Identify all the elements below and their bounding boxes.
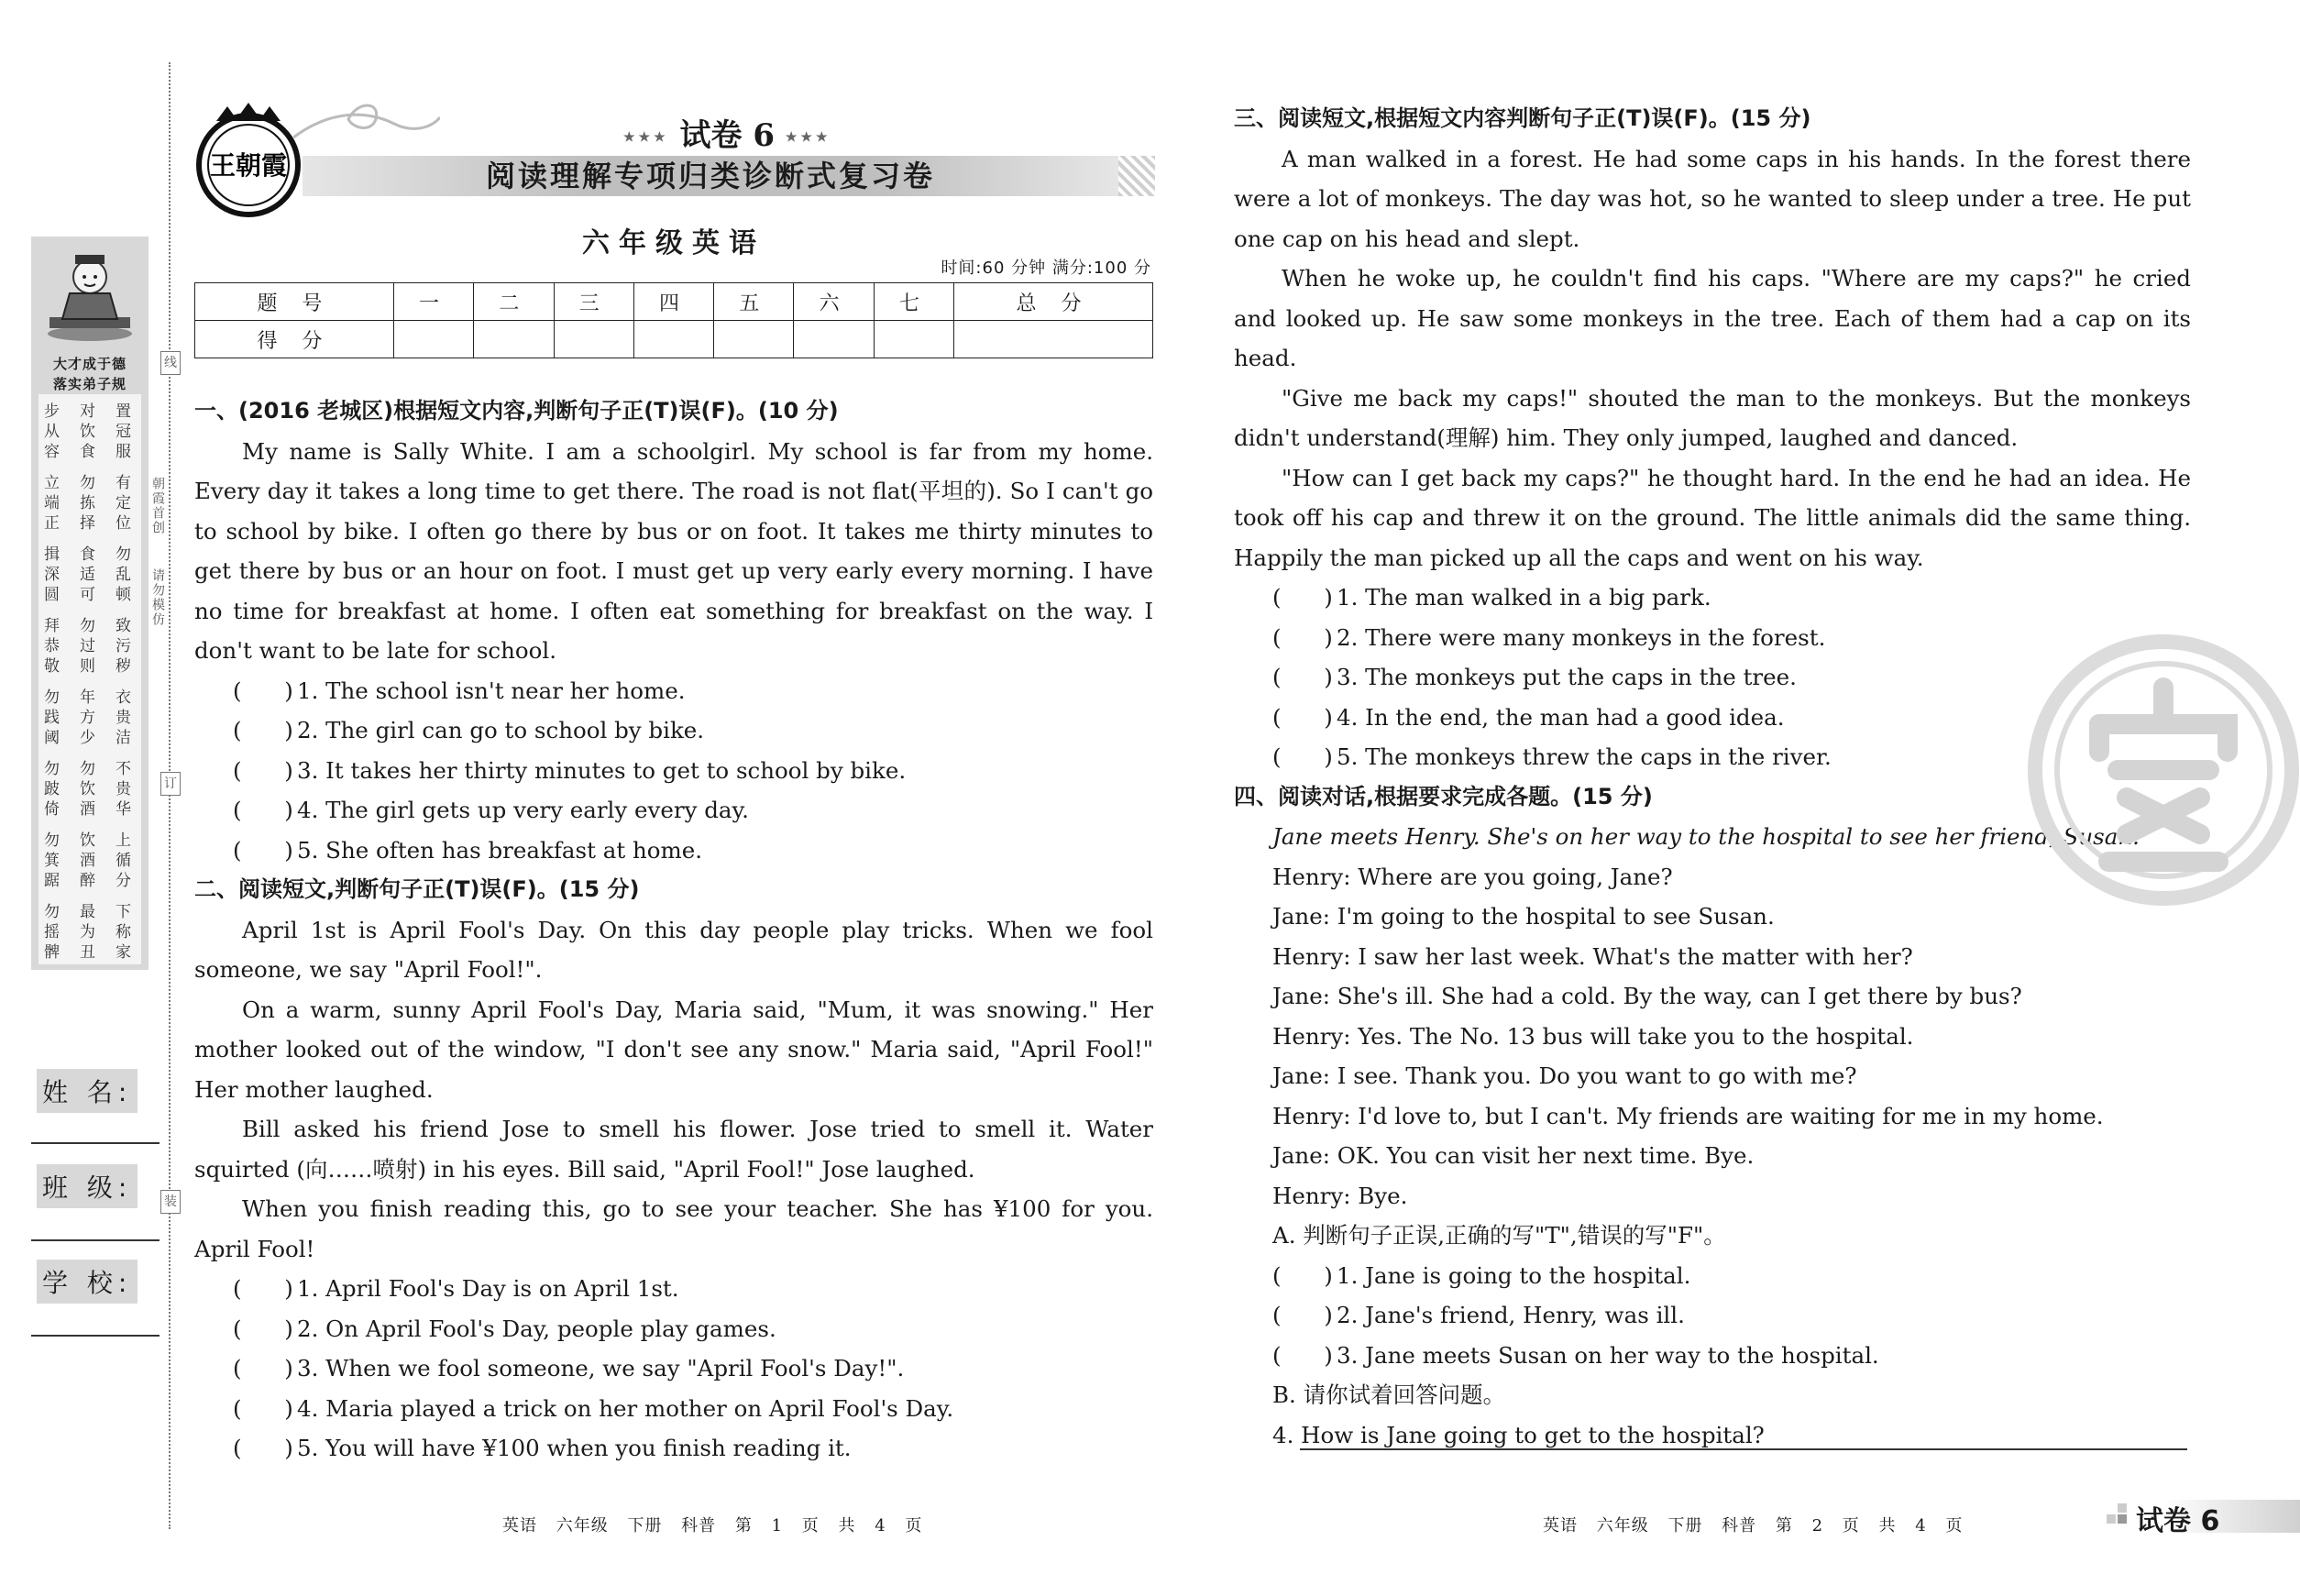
rule-column: [44, 616, 64, 677]
question-text: 2. Jane's friend, Henry, was ill.: [1337, 1302, 1685, 1328]
rule-column: [80, 831, 100, 891]
rule-column: [80, 688, 100, 748]
rule-column: [116, 688, 136, 748]
rule-group: [44, 616, 136, 677]
rule-text: 勿过则: [80, 617, 95, 676]
score-value-row: [195, 321, 1153, 358]
passage-paragraph: On a warm, sunny April Fool's Day, Maria said, "Mum, it was snowing." Her mother looked out of the window, "I don't see any snow." Maria said, "April Fool!" Her mother laughed.: [194, 996, 1153, 1103]
dialogue-line: Jane: I'm going to the hospital to see Susan.: [1272, 903, 1775, 930]
dialogue-line: Henry: I'd love to, but I can't. My friends are waiting for me in my home.: [1272, 1102, 2104, 1129]
grade-subject: 六年级英语: [582, 227, 765, 259]
school-label: 学 校:: [37, 1260, 138, 1304]
true-false-question: [1234, 578, 2191, 618]
question-text: 3. When we fool someone, we say "April Fool's Day!".: [297, 1355, 905, 1381]
rule-group: [44, 473, 136, 534]
answer-blank[interactable]: ( ): [1272, 703, 1333, 731]
name-field[interactable]: [31, 1142, 160, 1144]
time-score-info: 时间:60 分钟 满分:100 分: [941, 259, 1151, 278]
rule-column: [44, 688, 64, 748]
section-2-heading: 二、阅读短文,判断句子正(T)误(F)。(15 分): [194, 876, 640, 902]
passage-paragraph: When you finish reading this, go to see your teacher. She has ¥100 for you. April Fool!: [194, 1195, 1153, 1262]
corner-exam-tag: [2099, 1494, 2300, 1536]
rule-column: [80, 473, 100, 534]
part-a-instruction: A. 判断句子正误,正确的写"T",错误的写"F"。: [1272, 1222, 1726, 1249]
rule-group: [44, 902, 136, 963]
answer-blank[interactable]: ( ): [233, 1355, 293, 1381]
score-header-cell: 六: [794, 283, 874, 321]
cut-mark-bind: 订: [160, 772, 181, 796]
answer-blank[interactable]: ( ): [233, 1315, 293, 1342]
answer-blank[interactable]: ( ): [1272, 1261, 1333, 1289]
rule-text: 置冠服: [116, 402, 131, 461]
cut-mark-line: 线: [160, 351, 181, 375]
rule-column: [80, 902, 100, 963]
motto-line-2: 落实弟子规: [52, 376, 127, 392]
star-icon: ★★★: [623, 130, 669, 145]
brand-logo: [189, 101, 308, 220]
answer-blank[interactable]: ( ): [1272, 743, 1333, 770]
score-cell[interactable]: [393, 321, 473, 358]
true-false-question: [194, 671, 1153, 711]
rule-text: 致污秽: [116, 617, 131, 676]
rule-text: 勿摇髀: [44, 903, 60, 962]
question-text: 1. April Fool's Day is on April 1st.: [297, 1275, 679, 1302]
rule-text: 有定位: [116, 474, 131, 533]
rule-group: [44, 688, 136, 748]
rule-text: 勿跛倚: [44, 760, 60, 819]
answer-blank[interactable]: ( ): [233, 756, 293, 784]
binding-cut-line: [169, 62, 171, 1529]
rule-column: [80, 545, 100, 605]
score-table: [194, 282, 1153, 358]
dialogue-line: Jane: She's ill. She had a cold. By the way, can I get there by bus?: [1272, 983, 2022, 1009]
true-false-question: [194, 1389, 1153, 1429]
score-header-cell: 题 号: [195, 283, 394, 321]
rule-group: [44, 402, 136, 462]
true-false-question: [1272, 1256, 2191, 1296]
original-notice: 朝霞首创: [150, 477, 165, 535]
rule-text: 下称家: [116, 903, 131, 962]
question-text: 1. Jane is going to the hospital.: [1337, 1261, 1691, 1289]
score-cell[interactable]: [954, 321, 1153, 358]
dialogue-line: Jane: I see. Thank you. Do you want to go with me?: [1272, 1062, 1857, 1089]
student-rules-sidebar: [31, 237, 149, 970]
section-2-questions: [194, 1269, 1153, 1469]
answer-blank[interactable]: ( ): [233, 677, 293, 704]
true-false-question: [194, 751, 1153, 791]
passage-paragraph: When he woke up, he couldn't find his caps. "Where are my caps?" he cried and looked up. He saw some monkeys in the tree. Each of them had a cap on its head.: [1234, 265, 2191, 371]
score-cell[interactable]: [874, 321, 953, 358]
question-text: 2. There were many monkeys in the forest.: [1337, 623, 1826, 651]
answer-blank[interactable]: ( ): [1272, 1302, 1333, 1328]
rule-text: 勿践阈: [44, 688, 60, 747]
rule-column: [80, 616, 100, 677]
rule-text: 勿乱顿: [116, 545, 131, 604]
left-column: [194, 391, 1153, 1469]
rule-text: 拜恭敬: [44, 617, 60, 676]
true-false-question: [194, 1348, 1153, 1389]
rule-group: [44, 759, 136, 820]
section-3-heading: 三、阅读短文,根据短文内容判断句子正(T)误(F)。(15 分): [1234, 105, 1811, 131]
dialogue-line: Henry: I saw her last week. What's the matter with her?: [1272, 942, 1913, 970]
logo-text: 王朝霞: [209, 150, 288, 181]
corner-exam-number: 试卷 6: [2136, 1505, 2220, 1537]
rule-column: [44, 902, 64, 963]
passage-paragraph: Bill asked his friend Jose to smell his flower. Jose tried to smell it. Water squirted (向……喷射) in his eyes. Bill said, "April Fool!" Jose laughed.: [194, 1116, 1153, 1183]
score-cell[interactable]: [554, 321, 633, 358]
rule-column: [44, 831, 64, 891]
no-copy-notice: 请勿模仿: [150, 568, 165, 627]
score-cell[interactable]: [794, 321, 874, 358]
answer-line[interactable]: [1300, 1448, 2187, 1450]
footer-page-1: 英语 六年级 下册 科普 第 1 页 共 4 页: [502, 1516, 923, 1535]
true-false-question: [194, 831, 1153, 871]
section-3-passage: [1234, 139, 2191, 578]
class-label: 班 级:: [37, 1164, 138, 1208]
cut-mark-install: 装: [160, 1190, 181, 1214]
answer-blank[interactable]: ( ): [1272, 584, 1333, 611]
answer-blank[interactable]: ( ): [233, 836, 293, 864]
true-false-question: [194, 1269, 1153, 1309]
rule-text: 勿箕踞: [44, 831, 60, 890]
answer-blank[interactable]: ( ): [233, 1435, 293, 1461]
rule-text: 立端正: [44, 474, 60, 533]
question-b-4: 4. How is Jane going to get to the hospital?: [1272, 1421, 1765, 1448]
true-false-question: [194, 790, 1153, 831]
answer-blank[interactable]: ( ): [1272, 623, 1333, 651]
rule-column: [116, 902, 136, 963]
question-text: 5. She often has breakfast at home.: [297, 836, 703, 864]
rule-column: [80, 759, 100, 820]
rule-column: [44, 473, 64, 534]
answer-blank[interactable]: ( ): [233, 1394, 293, 1422]
true-false-question: [194, 1428, 1153, 1469]
rule-text: 勿饮酒: [80, 760, 95, 819]
question-text: 3. Jane meets Susan on her way to the hospital.: [1337, 1341, 1879, 1369]
rule-text: 年方少: [80, 688, 95, 747]
question-text: 2. The girl can go to school by bike.: [297, 717, 705, 743]
score-header-cell: 四: [633, 283, 713, 321]
rule-column: [80, 402, 100, 462]
rule-text: 食适可: [80, 545, 95, 604]
rule-column: [116, 402, 136, 462]
answer-blank[interactable]: ( ): [233, 1275, 293, 1302]
rules-panel: [39, 394, 141, 964]
part-b-instruction: B. 请你试着回答问题。: [1272, 1381, 1506, 1408]
question-text: 2. On April Fool's Day, people play games.: [297, 1315, 776, 1342]
star-icon: ★★★: [785, 130, 831, 145]
dialogue-intro: Jane meets Henry. She's on her way to the hospital to see her friend, Susan.: [1272, 823, 2140, 850]
question-text: 3. The monkeys put the caps in the tree.: [1337, 664, 1797, 690]
passage-paragraph: "Give me back my caps!" shouted the man to the monkeys. But the monkeys didn't understand(理解) him. They only jumped, laughed and danced.: [1234, 384, 2191, 451]
score-header-row: [195, 283, 1153, 321]
rule-text: 上循分: [116, 831, 131, 890]
rule-text: 最为丑: [80, 903, 95, 962]
section-2-passage: [194, 910, 1153, 1270]
rule-column: [44, 545, 64, 605]
answer-blank[interactable]: ( ): [233, 797, 293, 823]
section-1-passage: My name is Sally White. I am a schoolgirl. My school is far from my home. Every day it takes a long time to get there. The road is not flat(平坦的). So I can't go to school by bike. I often go there by bus or on foot. It takes me thirty minutes to get there by bus or an hour on foot. I must get up very early every morning. I have no time for breakfast at home. I often eat something for breakfast on the way. I don't want to be late for school.: [194, 437, 1153, 664]
rule-group: [44, 545, 136, 605]
answer-blank[interactable]: ( ): [1272, 1341, 1333, 1369]
rule-column: [116, 473, 136, 534]
school-field[interactable]: [31, 1335, 160, 1337]
rule-text: 不贵华: [116, 760, 131, 819]
true-false-question: [1272, 1336, 2191, 1376]
motto-line-1: 大才成于德: [52, 356, 127, 372]
question-text: 3. It takes her thirty minutes to get to school by bike.: [297, 756, 907, 784]
section-4-heading: 四、阅读对话,根据要求完成各题。(15 分): [1234, 783, 1653, 809]
dialogue-line: Henry: Yes. The No. 13 bus will take you to the hospital.: [1272, 1022, 1914, 1050]
rule-text: 勿拣择: [80, 474, 95, 533]
rule-column: [116, 831, 136, 891]
question-text: 1. The school isn't near her home.: [297, 677, 686, 704]
rule-column: [44, 402, 64, 462]
score-header-cell: 二: [474, 283, 554, 321]
score-header-cell: 三: [554, 283, 633, 321]
dialogue: [1234, 857, 2191, 1216]
rule-text: 饮酒醉: [80, 831, 95, 890]
question-text: 5. The monkeys threw the caps in the river.: [1337, 743, 1832, 770]
secret-seal-watermark: [2026, 633, 2300, 908]
question-text: 5. You will have ¥100 when you finish reading it.: [297, 1435, 852, 1461]
question-text: 4. The girl gets up very early every day.: [297, 797, 749, 823]
passage-paragraph: April 1st is April Fool's Day. On this day people play tricks. When we fool someone, we say "April Fool!".: [194, 916, 1153, 983]
question-text: 4. Maria played a trick on her mother on April Fool's Day.: [297, 1394, 954, 1422]
dialogue-line: Jane: OK. You can visit her next time. Bye.: [1272, 1142, 1755, 1169]
rule-group: [44, 831, 136, 891]
score-cell[interactable]: [633, 321, 713, 358]
rule-text: 步从容: [44, 402, 60, 461]
section-1-heading: 一、(2016 老城区)根据短文内容,判断句子正(T)误(F)。(10 分): [194, 398, 839, 424]
scholar-illustration: [42, 246, 138, 347]
exam-number: 试卷 6: [679, 117, 775, 154]
answer-blank[interactable]: ( ): [233, 717, 293, 743]
footer-page-2: 英语 六年级 下册 科普 第 2 页 共 4 页: [1543, 1516, 1964, 1535]
section-1-questions: [194, 671, 1153, 871]
corner-squares-icon: [2099, 1503, 2130, 1531]
question-text: 4. In the end, the man had a good idea.: [1337, 703, 1785, 731]
score-header-cell: 五: [714, 283, 794, 321]
true-false-question: [194, 710, 1153, 751]
rule-column: [116, 759, 136, 820]
rule-text: 对饮食: [80, 402, 95, 461]
class-field[interactable]: [31, 1239, 160, 1241]
passage-paragraph: "How can I get back my caps?" he thought hard. In the end he had an idea. He took off his cap and threw it on the ground. The little animals did the same thing. Happily the man picked up all the caps and went on his way.: [1234, 464, 2191, 571]
passage-paragraph: A man walked in a forest. He had some caps in his hands. In the forest there were a lot of monkeys. The day was hot, so he wanted to sleep under a tree. He put one cap on his head and slept.: [1234, 145, 2191, 252]
dialogue-line: Henry: Bye.: [1272, 1182, 1408, 1209]
name-label: 姓 名:: [37, 1069, 138, 1113]
score-header-cell: 七: [874, 283, 953, 321]
score-cell[interactable]: [714, 321, 794, 358]
rule-column: [116, 545, 136, 605]
rule-column: [116, 616, 136, 677]
score-header-cell: 总 分: [954, 283, 1153, 321]
true-false-question: [194, 1309, 1153, 1349]
exam-number-tag: [623, 110, 831, 155]
answer-blank[interactable]: ( ): [1272, 664, 1333, 690]
rule-text: 衣贵洁: [116, 688, 131, 747]
dialogue-line: Henry: Where are you going, Jane?: [1272, 863, 1673, 890]
section-4-questions: [1234, 1256, 2191, 1376]
question-text: 1. The man walked in a big park.: [1337, 584, 1711, 611]
score-row-label: 得 分: [195, 321, 394, 358]
score-header-cell: 一: [393, 283, 473, 321]
ribbon-decoration: [293, 101, 440, 147]
true-false-question: [1272, 1295, 2191, 1336]
score-cell[interactable]: [474, 321, 554, 358]
rule-text: 揖深圆: [44, 545, 60, 604]
rule-column: [44, 759, 64, 820]
page-title: 阅读理解专项归类诊断式复习卷: [485, 159, 935, 193]
